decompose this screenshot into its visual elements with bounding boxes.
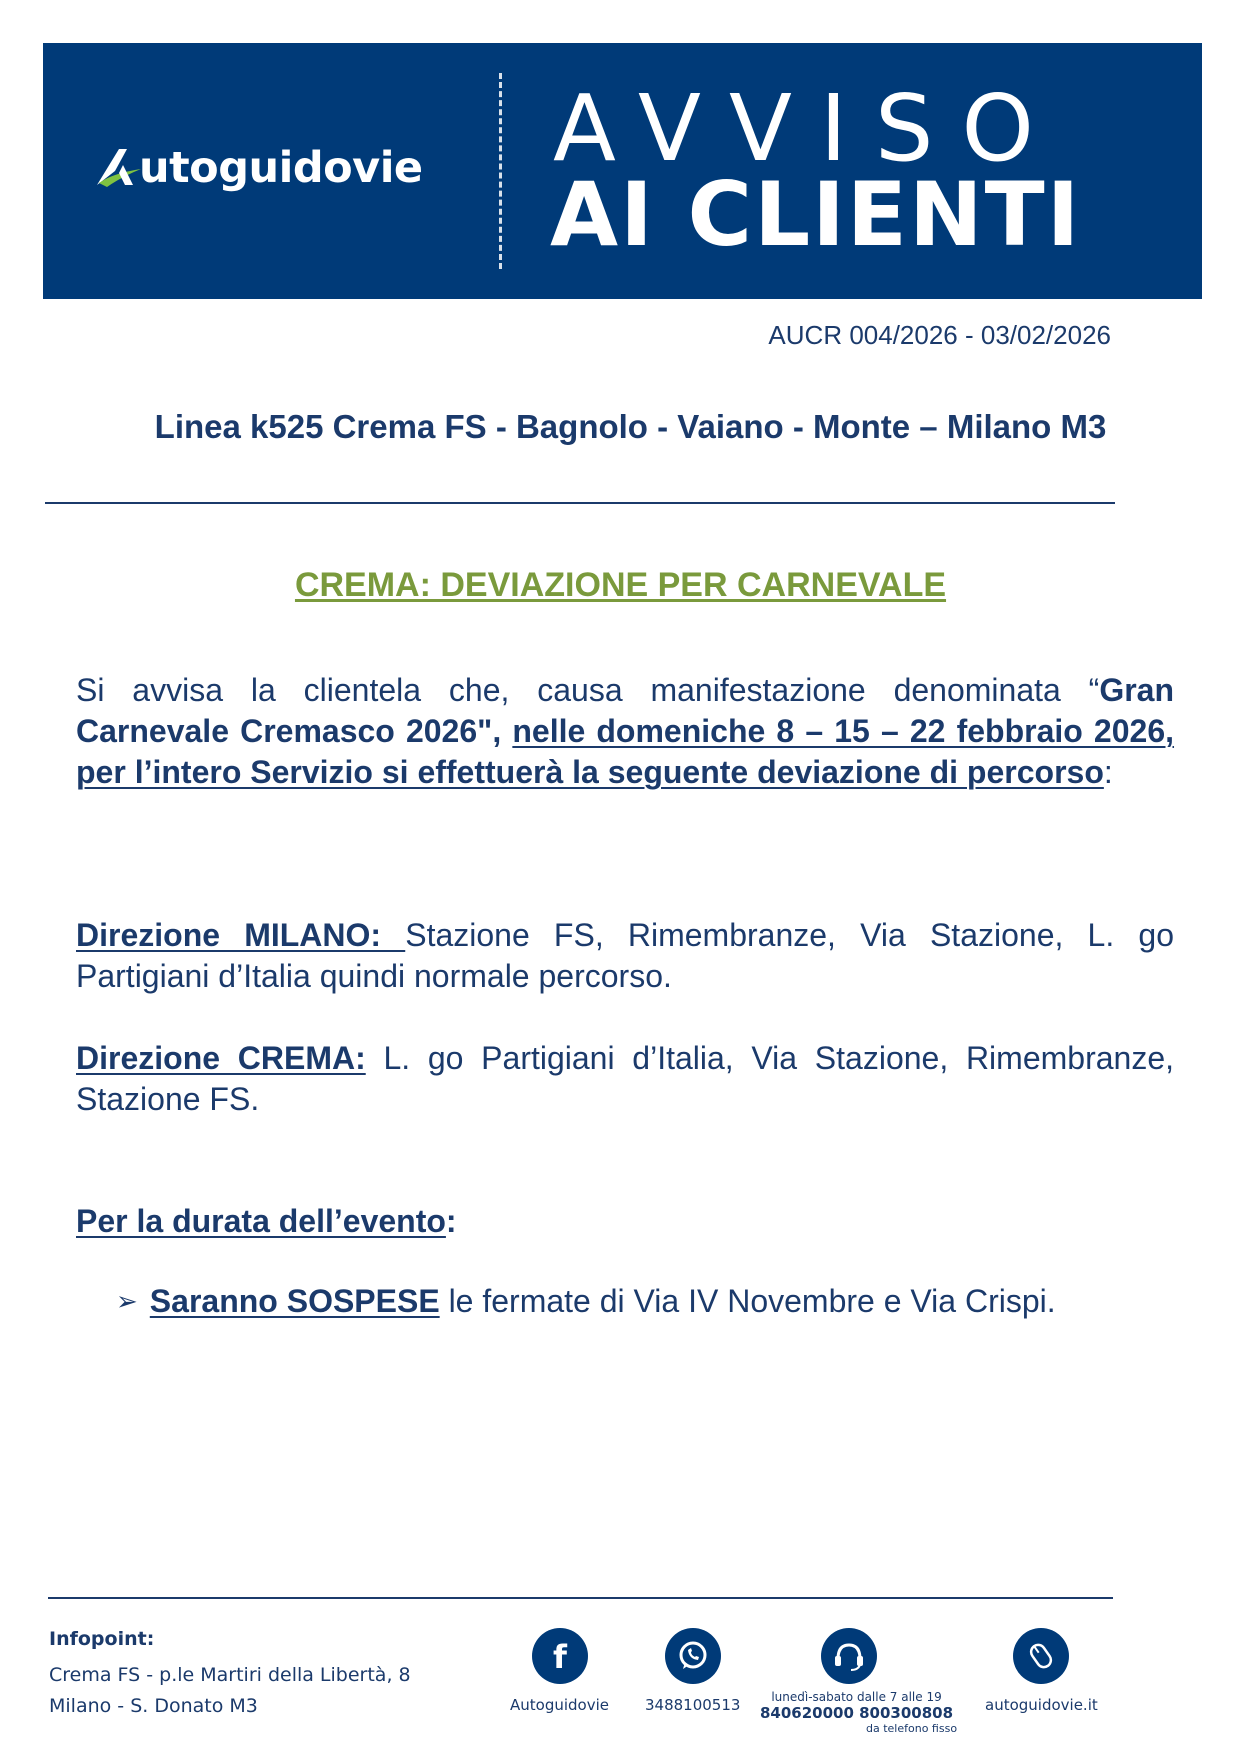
divider-bottom [48,1597,1113,1599]
facebook-caption: Autoguidovie [510,1696,609,1714]
direction-crema-label: Direzione CREMA: [76,1040,366,1076]
infopoint-label: Infopoint: [49,1628,155,1650]
banner-avviso: AVVISO [553,75,1062,182]
svg-text:f: f [552,1639,567,1673]
intro-sep: , [492,713,513,749]
website-contact[interactable] [985,1628,1098,1714]
whatsapp-contact[interactable] [645,1628,740,1714]
notice-reference: AUCR 004/2026 - 03/02/2026 [768,320,1111,350]
direction-milano-label: Direzione MILANO: [76,917,406,953]
phone-contact[interactable] [756,1628,957,1735]
header-banner [43,43,1202,299]
event-dates: nelle domeniche 8 – 15 – 22 febbraio 2026, per l’intero Servizio si effettuerà la seguente deviazione di percorso [76,713,1175,790]
phone-note: da telefono fisso [866,1722,958,1735]
line-title: Linea k525 Crema FS - Bagnolo - Vaiano - Monte – Milano M3 [154,408,1107,445]
suspended-text: le fermate di Via IV Novembre e Via Crispi. [439,1283,1056,1319]
banner-ai-clienti: AI CLIENTI [550,163,1082,266]
logo-text: utoguidovie [139,143,423,193]
direction-crema-route: L. go Partigiani d’Italia, Via Stazione, Rimembranze, Stazione FS. [76,1040,1174,1117]
logo-mark-icon [93,145,145,191]
phone-numbers[interactable]: 840620000 800300808 [759,1704,954,1722]
intro-paragraph [76,670,1174,793]
event-duration-heading [76,1201,1174,1242]
suspended-label: Saranno SOSPESE [149,1283,440,1319]
infopoint-address-2: Milano - S. Donato M3 [49,1695,258,1717]
website-caption[interactable]: autoguidovie.it [985,1696,1098,1714]
whatsapp-icon[interactable] [665,1628,721,1684]
suspended-stops-item [116,1283,1056,1320]
phone-hours: lunedì-sabato dalle 7 alle 19 [771,1690,942,1704]
banner-divider [499,73,502,269]
arrow-bullet-icon: ➢ [116,1286,138,1316]
whatsapp-caption: 3488100513 [645,1696,741,1714]
infopoint [49,1628,411,1722]
direction-crema [76,1038,1174,1120]
mouse-icon[interactable] [1013,1628,1069,1684]
facebook-icon[interactable] [532,1628,588,1684]
event-duration-end: : [445,1203,457,1239]
intro-text: Si avvisa la clientela che, causa manifestazione denominata “ [76,672,1100,708]
divider-top [45,502,1115,504]
direction-milano [76,915,1174,997]
event-name: Gran Carnevale Cremasco 2026" [76,672,1174,749]
autoguidovie-logo [93,143,423,193]
facebook-contact[interactable] [510,1628,609,1714]
notice-title: CREMA: DEVIAZIONE PER CARNEVALE [294,566,947,604]
direction-milano-route: Stazione FS, Rimembranze, Via Stazione, L. go Partigiani d’Italia quindi normale percorso. [76,917,1175,994]
event-duration-label: Per la durata dell’evento [76,1203,446,1239]
infopoint-address-1: Crema FS - p.le Martiri della Libertà, 8 [49,1664,411,1686]
intro-end: : [1103,754,1113,790]
headset-icon[interactable] [821,1628,877,1684]
